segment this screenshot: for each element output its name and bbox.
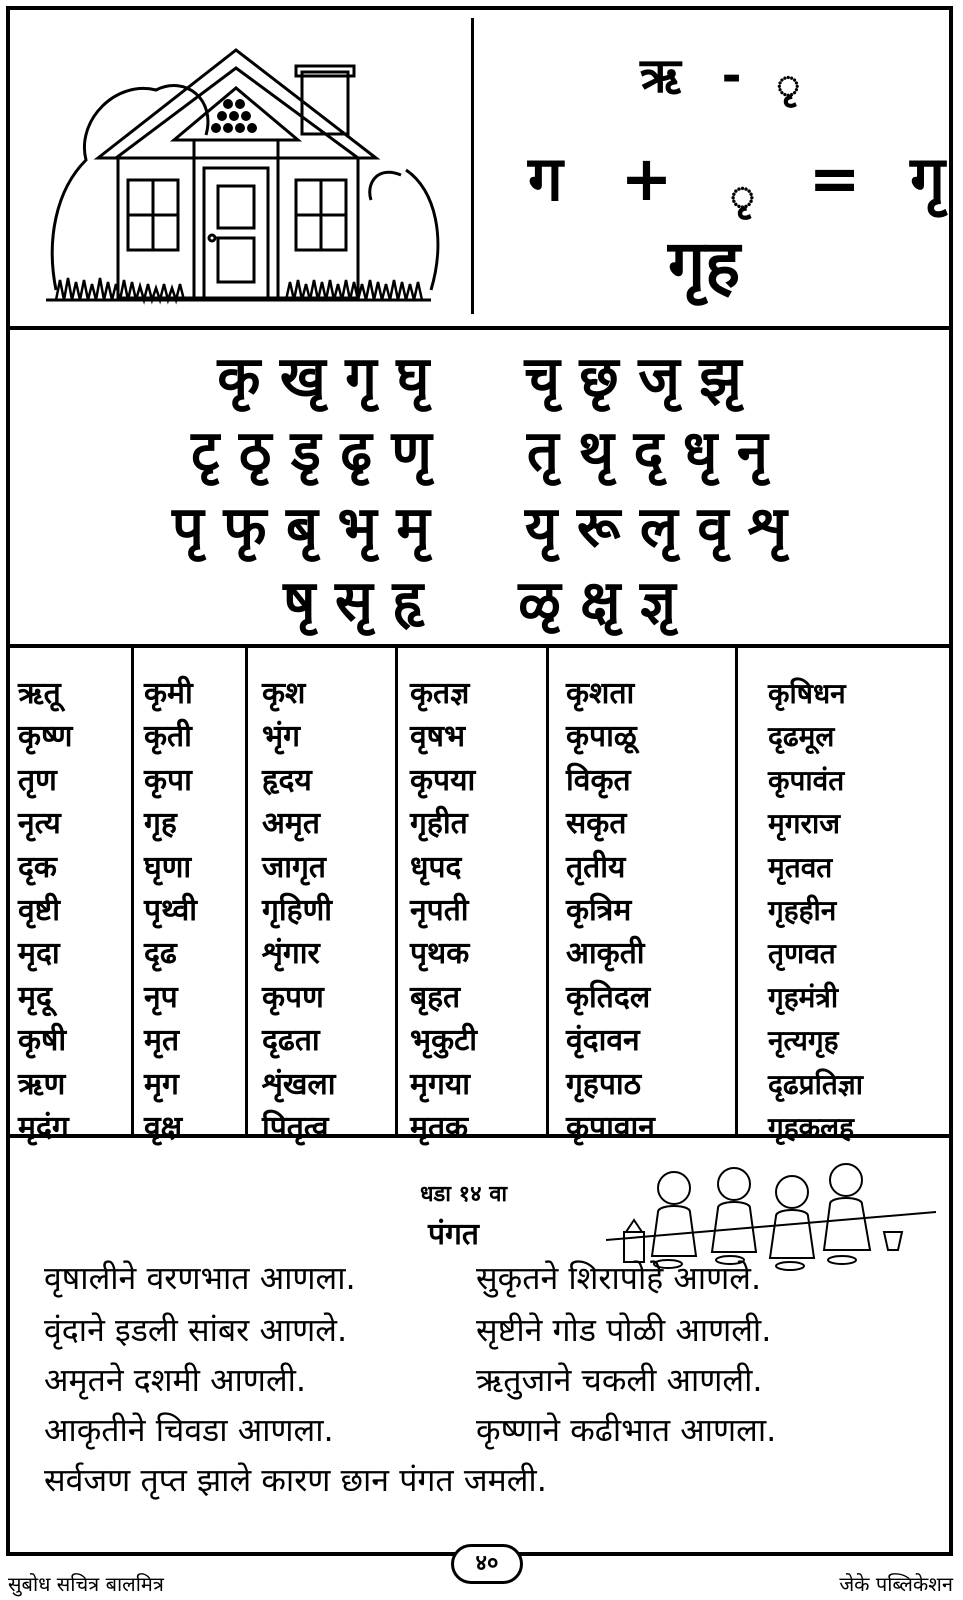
word-column-3 bbox=[262, 672, 336, 1149]
syllable: सृ bbox=[335, 569, 373, 634]
word-item: ऋण bbox=[18, 1066, 66, 1102]
word-item: पितृत्व bbox=[262, 1110, 329, 1146]
story-sentence: अमृतने दशमी आणली. bbox=[44, 1361, 307, 1399]
syllable: छृ bbox=[579, 345, 619, 410]
syllable: वृ bbox=[697, 495, 729, 560]
syllable: तृ bbox=[526, 419, 559, 484]
word-item: पृथक bbox=[410, 936, 470, 972]
col-divider-3 bbox=[395, 648, 398, 1134]
word-item: मृत bbox=[144, 1023, 180, 1059]
col-divider-4 bbox=[546, 648, 549, 1134]
rule-word: गृह bbox=[668, 226, 741, 303]
story-sentence: कृष्णाने कढीभात आणला. bbox=[476, 1411, 777, 1449]
syllable: ज्ञृ bbox=[639, 569, 676, 634]
word-item: आकृती bbox=[566, 936, 645, 972]
word-item: गृहमंत्री bbox=[768, 980, 839, 1014]
house-illustration bbox=[46, 40, 446, 320]
word-item: अमृत bbox=[262, 806, 320, 842]
syllable: चृ bbox=[524, 345, 560, 410]
word-item: तृतीय bbox=[566, 849, 626, 885]
story-sentence: आकृतीने चिवडा आणला. bbox=[44, 1411, 334, 1449]
word-item: नृपती bbox=[410, 893, 469, 929]
story-line-3 bbox=[44, 1361, 763, 1399]
syllable: डृ bbox=[290, 419, 321, 484]
word-item: तृण bbox=[18, 762, 57, 798]
rule-line-1 bbox=[640, 48, 801, 108]
word-item: मृदू bbox=[18, 979, 52, 1015]
word-item: मृग bbox=[144, 1066, 179, 1102]
word-item: कृश bbox=[262, 676, 306, 711]
word-item: पृथ्वी bbox=[144, 893, 198, 929]
syllable: जृ bbox=[638, 345, 680, 410]
word-item: घृणा bbox=[144, 849, 192, 885]
word-item: कृपण bbox=[262, 979, 324, 1015]
lesson-title: पंगत bbox=[428, 1217, 480, 1252]
syllable: टृ bbox=[191, 419, 220, 484]
syllable: ढृ bbox=[340, 419, 372, 484]
syllable: गृ bbox=[345, 345, 377, 410]
syllable: ठृ bbox=[238, 419, 272, 484]
story-sentence: सर्वजण तृप्त झाले कारण छान पंगत जमली. bbox=[44, 1461, 547, 1499]
word-column-4 bbox=[410, 672, 477, 1149]
word-item: कृपया bbox=[410, 762, 476, 798]
word-item: वृष्टी bbox=[18, 893, 60, 929]
syllable: दृ bbox=[633, 419, 664, 484]
word-item: ऋतू bbox=[18, 676, 61, 711]
word-item: वृषभ bbox=[410, 719, 466, 755]
word-item: मृगराज bbox=[768, 807, 840, 841]
story-line-1 bbox=[44, 1259, 762, 1297]
word-item: भृंग bbox=[262, 719, 300, 755]
syllable: थृ bbox=[578, 419, 615, 484]
syllable: खृ bbox=[279, 345, 326, 410]
word-item: शृंखला bbox=[262, 1066, 336, 1102]
word-item: कृमी bbox=[144, 676, 193, 711]
syllable: भृ bbox=[337, 495, 377, 560]
story-sentence: ऋतुजाने चकली आणली. bbox=[476, 1361, 763, 1399]
rule-matra: ृ bbox=[776, 62, 801, 108]
col-divider-1 bbox=[131, 648, 134, 1134]
word-item: कृपावान bbox=[566, 1110, 655, 1146]
word-item: नृप bbox=[144, 979, 178, 1015]
word-item: मृदंग bbox=[18, 1110, 69, 1146]
word-item: वृक्ष bbox=[144, 1110, 183, 1146]
word-item: दृढ bbox=[144, 936, 177, 972]
syllable: झृ bbox=[699, 345, 742, 410]
syllable: हृ bbox=[392, 569, 424, 634]
page-number: ४० bbox=[451, 1544, 523, 1584]
syllable: पृ bbox=[172, 495, 204, 560]
word-item: भृकुटी bbox=[410, 1023, 478, 1059]
word-column-2 bbox=[144, 672, 197, 1149]
word-item: धृपद bbox=[410, 849, 462, 885]
word-item: गृहपाठ bbox=[566, 1066, 642, 1102]
word-item: दृढमूल bbox=[768, 720, 835, 754]
word-item: गृहहीन bbox=[768, 894, 837, 928]
story-sentence: वृंदाने इडली सांबर आणले. bbox=[44, 1311, 348, 1349]
word-item: हृदय bbox=[262, 762, 312, 798]
word-column-6 bbox=[768, 672, 863, 1149]
syllable: शृ bbox=[747, 495, 787, 560]
word-item: गृहीत bbox=[410, 806, 468, 842]
word-item: कृषी bbox=[18, 1023, 67, 1059]
story-line-5 bbox=[44, 1461, 547, 1499]
rule-line-2 bbox=[528, 142, 946, 220]
syllable: कृ bbox=[217, 345, 261, 410]
word-item: दृक bbox=[18, 849, 57, 885]
divider-syllables bbox=[6, 644, 953, 648]
word-item: विकृत bbox=[566, 762, 631, 798]
story-sentence: सुकृतने शिरापोहे आणले. bbox=[476, 1259, 762, 1297]
rule-result: गृ bbox=[910, 142, 946, 215]
syllable: लृ bbox=[639, 495, 678, 560]
word-item: गृहकलह bbox=[768, 1111, 854, 1145]
syllable: क्षृ bbox=[580, 569, 621, 634]
syllable-row-2 bbox=[6, 419, 953, 484]
word-item: कृशता bbox=[566, 676, 635, 711]
syllable-row-3 bbox=[6, 495, 953, 560]
publisher-name: जेके पब्लिकेशन bbox=[839, 1572, 953, 1596]
rule-matra-2: ृ bbox=[730, 171, 755, 220]
word-item: कृतिदल bbox=[566, 979, 651, 1015]
syllable: फृ bbox=[223, 495, 267, 560]
word-item: कृतज्ञ bbox=[410, 676, 470, 711]
story-sentence: वृषालीने वरणभात आणला. bbox=[44, 1259, 356, 1297]
book-title: सुबोध सचित्र बालमित्र bbox=[8, 1572, 164, 1596]
story-line-4 bbox=[44, 1411, 777, 1449]
syllable: धृ bbox=[682, 419, 718, 484]
word-item: मृगया bbox=[410, 1066, 470, 1102]
word-item: कृष्ण bbox=[18, 719, 73, 755]
col-divider-5 bbox=[735, 648, 738, 1134]
divider-header-vertical bbox=[471, 18, 474, 314]
lesson-label: धडा १४ वा bbox=[420, 1182, 508, 1207]
rule-dash: - bbox=[721, 48, 742, 104]
word-item: दृढता bbox=[262, 1023, 320, 1059]
word-item: सकृत bbox=[566, 806, 627, 842]
rule-base: ग bbox=[528, 142, 563, 215]
divider-top bbox=[6, 326, 953, 330]
rule-vowel: ऋ bbox=[640, 48, 681, 104]
word-item: गृह bbox=[144, 806, 177, 842]
word-item: कृषिधन bbox=[768, 677, 846, 710]
syllable: यृ bbox=[524, 495, 558, 560]
word-item: कृत्रिम bbox=[566, 893, 632, 929]
word-column-5 bbox=[566, 672, 655, 1149]
syllable: ळृ bbox=[518, 569, 561, 634]
word-item: वृंदावन bbox=[566, 1023, 640, 1059]
word-item: जागृत bbox=[262, 849, 327, 885]
syllable-row-4 bbox=[6, 569, 953, 634]
word-item: मृतक bbox=[410, 1110, 469, 1146]
word-item: गृहिणी bbox=[262, 893, 333, 929]
syllable: णृ bbox=[391, 419, 432, 484]
word-column-1 bbox=[18, 672, 72, 1149]
word-item: बृहत bbox=[410, 979, 461, 1015]
syllable: बृ bbox=[286, 495, 318, 560]
word-item: मृतवत bbox=[768, 850, 833, 884]
story-line-2 bbox=[44, 1311, 772, 1349]
syllable: नृ bbox=[736, 419, 768, 484]
syllable: घृ bbox=[396, 345, 430, 410]
word-item: कृती bbox=[144, 719, 192, 755]
syllable: षृ bbox=[283, 569, 316, 634]
syllable: मृ bbox=[396, 495, 430, 560]
word-item: शृंगार bbox=[262, 936, 320, 972]
rule-equals: = bbox=[808, 142, 861, 215]
syllable-row-1 bbox=[6, 345, 953, 410]
col-divider-2 bbox=[245, 648, 248, 1134]
rule-plus: + bbox=[620, 142, 673, 215]
story-sentence: सृष्टीने गोड पोळी आणली. bbox=[476, 1311, 772, 1349]
word-item: नृत्यगृह bbox=[768, 1024, 839, 1058]
word-item: कृपा bbox=[144, 762, 192, 798]
syllable: रू bbox=[576, 495, 621, 560]
word-item: कृपाळू bbox=[566, 719, 637, 755]
word-item: कृपावंत bbox=[768, 763, 845, 797]
word-item: नृत्य bbox=[18, 806, 61, 842]
word-item: मृदा bbox=[18, 936, 60, 972]
word-item: तृणवत bbox=[768, 937, 836, 971]
word-item: दृढप्रतिज्ञा bbox=[768, 1067, 863, 1101]
